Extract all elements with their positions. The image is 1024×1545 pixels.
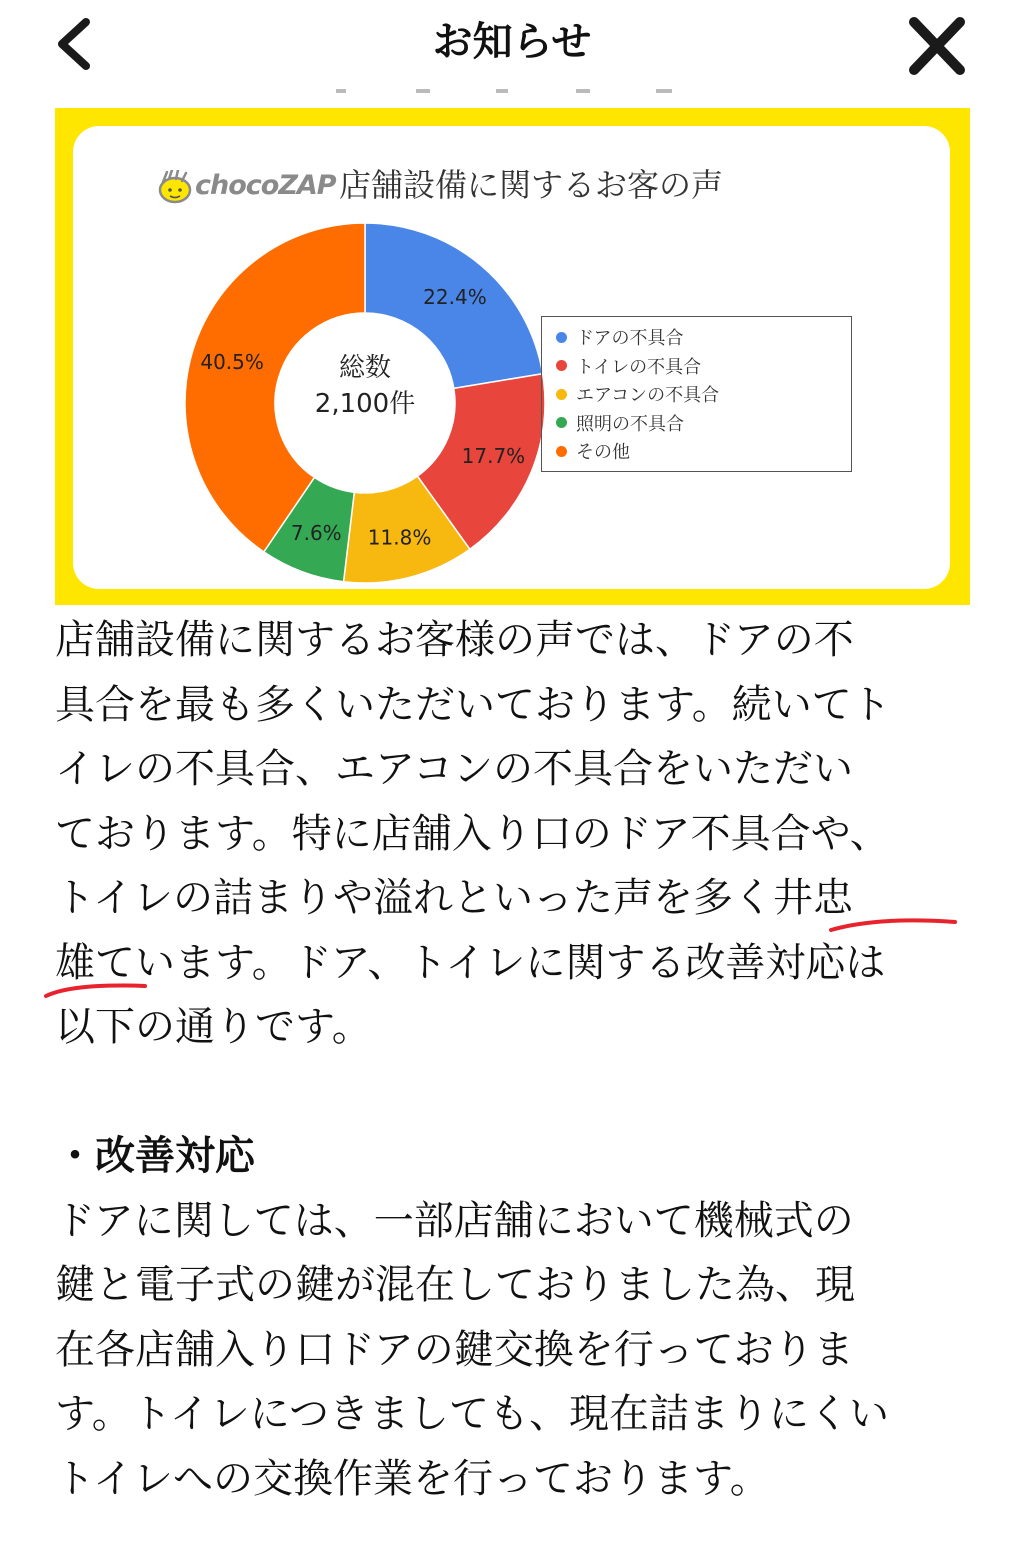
donut-hole bbox=[275, 313, 455, 493]
chart-card bbox=[73, 126, 950, 589]
logo-text: chocoZAP bbox=[195, 170, 336, 201]
blank-line bbox=[55, 1060, 985, 1125]
legend-dot bbox=[556, 332, 567, 343]
total-label: 総数 bbox=[338, 353, 391, 383]
chart-title: 店舗設備に関するお客の声 bbox=[339, 166, 724, 204]
legend-item-3 bbox=[556, 382, 851, 411]
legend-dot bbox=[556, 360, 567, 371]
legend-item-1 bbox=[556, 325, 851, 354]
close-button[interactable] bbox=[896, 8, 976, 84]
text-line: 鍵と電子式の鍵が混在しておりました為、現 bbox=[55, 1262, 855, 1308]
slice-label-1: 22.4% bbox=[423, 285, 487, 310]
close-icon bbox=[896, 8, 976, 84]
legend-dot bbox=[556, 417, 567, 428]
legend-item-5 bbox=[556, 439, 851, 468]
section-heading: ・改善対応 bbox=[55, 1133, 255, 1179]
paragraph-2 bbox=[55, 1189, 985, 1512]
text-line: イレの不具合、エアコンの不具合をいただい bbox=[55, 746, 853, 792]
legend-label: ドアの不具合 bbox=[576, 328, 684, 349]
slice-label-2: 17.7% bbox=[461, 444, 526, 469]
top-nav-bar bbox=[0, 0, 1024, 90]
paragraph-1 bbox=[55, 608, 985, 1060]
legend-item-2 bbox=[556, 354, 851, 383]
slice-label-5: 40.5% bbox=[200, 350, 264, 375]
chart-banner bbox=[55, 108, 970, 605]
slice-label-4: 7.6% bbox=[290, 521, 342, 546]
legend-label: 照明の不具合 bbox=[576, 413, 684, 435]
legend-label: その他 bbox=[576, 442, 630, 463]
text-line: トイレへの交換作業を行っております。 bbox=[55, 1455, 770, 1502]
article-body bbox=[55, 608, 985, 1511]
legend-label: エアコンの不具合 bbox=[576, 385, 720, 406]
text-line: ております。特に店舗入り口のドア不具合や、 bbox=[55, 810, 890, 857]
chart-legend bbox=[541, 316, 852, 472]
legend-item-4 bbox=[556, 411, 851, 440]
text-line: 雄ています。ドア、トイレに関する改善対応は bbox=[55, 939, 886, 986]
text-line: ドアに関しては、一部店舗において機械式の bbox=[55, 1197, 854, 1244]
text-line: 以下の通りです。 bbox=[55, 1004, 372, 1050]
donut-chart bbox=[183, 221, 547, 585]
text-line: トイレの詰まりや溢れといった声を多く井忠 bbox=[55, 875, 853, 921]
scrolled-text-fragment bbox=[56, 88, 968, 102]
text-line: 在各店舗入り口ドアの鍵交換を行っておりま bbox=[55, 1326, 854, 1373]
chocozap-mascot-icon bbox=[157, 170, 193, 204]
slice-label-3: 11.8% bbox=[367, 525, 432, 550]
legend-dot bbox=[556, 389, 567, 400]
total-value: 2,100件 bbox=[314, 389, 416, 419]
text-line: 店舗設備に関するお客様の声では、ドアの不 bbox=[55, 617, 854, 663]
text-line: す。トイレにつきましても、現在詰まりにくい bbox=[55, 1391, 889, 1437]
page-title: お知らせ bbox=[432, 19, 592, 65]
legend-dot bbox=[556, 446, 567, 457]
legend-label: トイレの不具合 bbox=[576, 356, 702, 378]
text-line: 具合を最も多くいただいております。続いてト bbox=[55, 681, 891, 728]
